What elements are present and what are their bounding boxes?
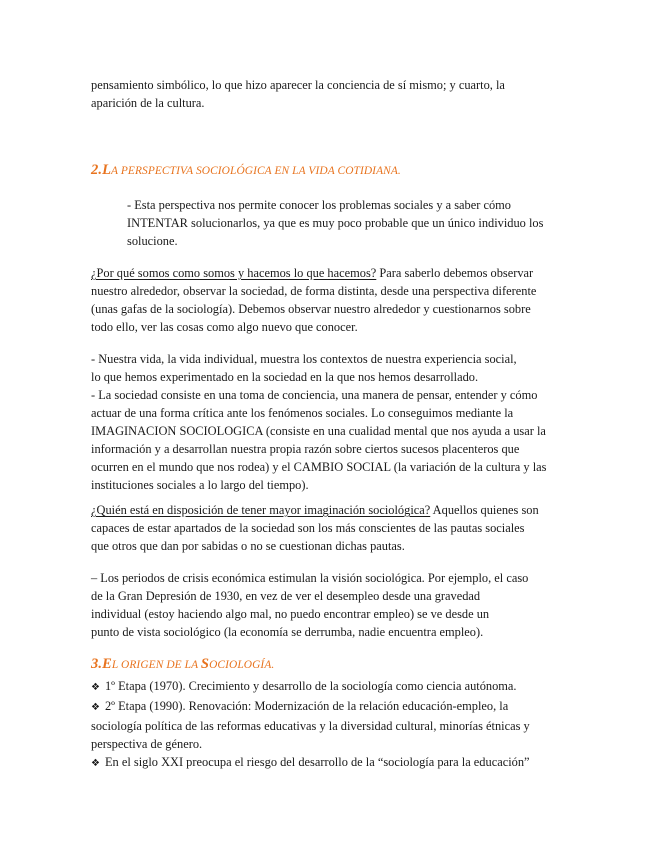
text-line: solucione. [127, 234, 178, 248]
section-3-title-end: OCIOLOGÍA. [209, 659, 275, 671]
stages-list [91, 677, 571, 773]
text-line: todo ello, ver las cosas como algo nuevo que conocer. [91, 320, 358, 334]
text-line: – Los periodos de crisis económica estimulan la visión sociológica. Por ejemplo, el caso [91, 571, 529, 585]
paragraph-crisis [91, 569, 571, 641]
paragraph-who [91, 501, 571, 555]
text-line: punto de vista sociológico (la economía se derrumba, nadie encuentra empleo). [91, 625, 484, 639]
list-item [91, 677, 571, 697]
paragraph-why [91, 264, 571, 336]
question-who: ¿Quién está en disposición de tener mayor imaginación sociológica? [91, 503, 431, 517]
text-line: - Nuestra vida, la vida individual, muestra los contextos de nuestra experiencia social, [91, 352, 517, 366]
text-line: instituciones sociales a lo largo del tiempo). [91, 478, 309, 492]
section-3-initial: E [102, 656, 112, 672]
text-line: (unas gafas de la sociología). Debemos observar nuestro alrededor y cuestionarnos sobre [91, 302, 531, 316]
text-line: pensamiento simbólico, lo que hizo aparecer la conciencia de sí mismo; y cuarto, la [91, 78, 505, 92]
text-line: lo que hemos experimentado en la sociedad en la que nos hemos desarrollado. [91, 370, 479, 384]
text-line: aparición de la cultura. [91, 96, 205, 110]
diamond-bullet-icon: ❖ [91, 758, 100, 769]
text-line: de la Gran Depresión de 1930, en vez de ver el desempleo desde una gravedad [91, 589, 481, 603]
text-line [91, 264, 571, 282]
text-line: actuar de una forma crítica ante los fenómenos sociales. Lo conseguimos mediante la [91, 406, 514, 420]
section-2-heading [91, 161, 401, 180]
indented-paragraph [127, 196, 577, 250]
section-3-title-part: L ORIGEN DE LA [111, 659, 201, 671]
question-why: ¿Por qué somos como somos y hacemos lo que hacemos? [91, 266, 377, 280]
section-3-heading [91, 655, 274, 674]
text-line: IMAGINACION SOCIOLOGICA (consiste en una cualidad mental que nos ayuda a usar la [91, 424, 546, 438]
text-line: individual (estoy haciendo algo mal, no puedo encontrar empleo) se ve desde un [91, 607, 490, 621]
text-line: sociología política de las reformas educativas y la diversidad cultural, minorías étnicas y [91, 719, 530, 733]
list-item-text: 2º Etapa (1990). Renovación: Modernización de la relación educación-empleo, la [104, 699, 509, 713]
text-line: - Esta perspectiva nos permite conocer los problemas sociales y a saber cómo [127, 198, 511, 212]
text-line: - La sociedad consiste en una toma de conciencia, una manera de pensar, entender y cómo [91, 388, 538, 402]
text-line: ocurren en el mundo que nos rodea) y el CAMBIO SOCIAL (la variación de la cultura y las [91, 460, 547, 474]
list-item [91, 753, 571, 773]
text-line: información y a desarrollan nuestra propia razón sobre ciertos sucesos placenteros que [91, 442, 520, 456]
text-fragment: Para saberlo debemos observar [376, 266, 534, 280]
text-line: perspectiva de género. [91, 737, 203, 751]
text-line: que otros que dan por sabidas o no se cuestionan dichas pautas. [91, 539, 405, 553]
text-line: INTENTAR solucionarlos, ya que es muy poco probable que un único individuo los [127, 216, 544, 230]
diamond-bullet-icon: ❖ [91, 682, 100, 693]
text-fragment: Aquellos quienes son [430, 503, 539, 517]
paragraph-life [91, 350, 571, 494]
section-2-title: A PERSPECTIVA SOCIOLÓGICA EN LA VIDA COTIDIANA. [111, 165, 401, 177]
list-item [91, 697, 571, 717]
section-2-initial: L [102, 162, 112, 178]
diamond-bullet-icon: ❖ [91, 702, 100, 713]
list-item-text: 1º Etapa (1970). Crecimiento y desarrollo de la sociología como ciencia autónoma. [104, 679, 517, 693]
section-3-initial-s: S [200, 656, 210, 672]
text-line: nuestro alrededor, observar la sociedad, de forma distinta, desde una perspectiva diferente [91, 284, 537, 298]
section-2-number: 2. [91, 162, 103, 178]
section-3-number: 3. [91, 656, 103, 672]
text-line [91, 501, 571, 519]
intro-paragraph [91, 76, 571, 112]
list-item-text: En el siglo XXI preocupa el riesgo del desarrollo de la “sociología para la educación” [104, 755, 530, 769]
text-line: capaces de estar apartados de la sociedad son los más conscientes de las pautas sociales [91, 521, 525, 535]
